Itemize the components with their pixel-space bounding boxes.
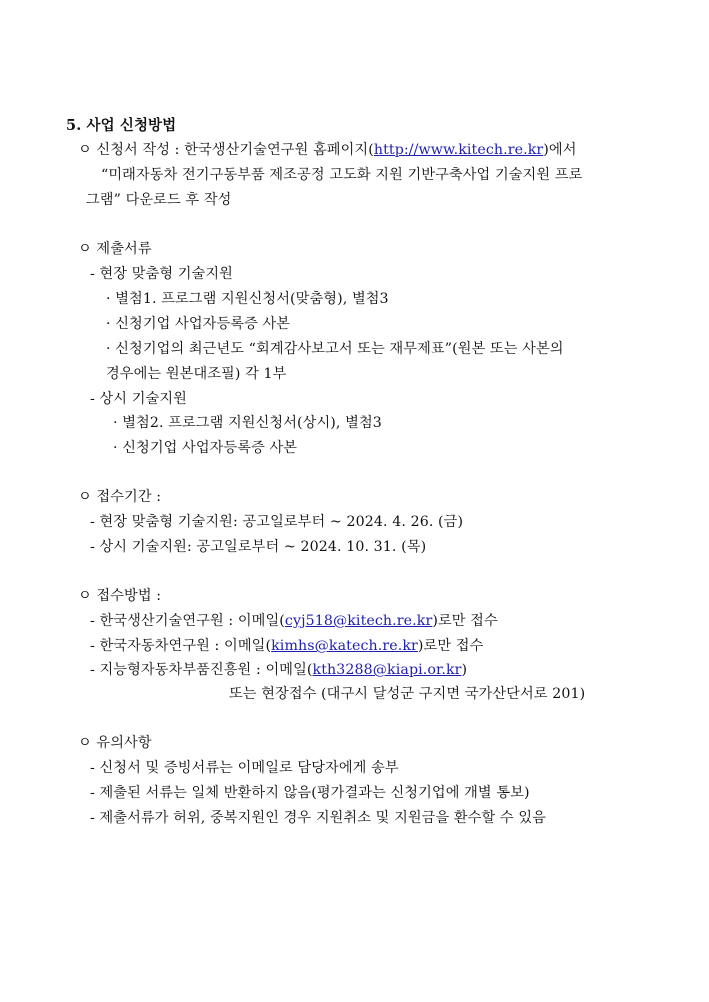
kitech-homepage-link[interactable]: http://www.kitech.re.kr <box>373 142 544 158</box>
documents-onsite-item: · 신청기업 사업자등록증 사본 <box>106 316 291 332</box>
period-onsite: - 현장 맞춤형 기술지원: 공고일로부터 ~ 2024. 4. 26. (금) <box>90 514 464 530</box>
notes-item: - 제출된 서류는 일체 반환하지 않음(평가결과는 신청기업에 개별 통보) <box>90 785 530 801</box>
application-form-suffix: )에서 <box>543 142 577 158</box>
section-title: 5. 사업 신청방법 <box>66 117 177 134</box>
kiapi-email-link[interactable]: kth3288@kiapi.or.kr <box>312 662 462 678</box>
notes-heading: ㅇ 유의사항 <box>78 735 152 751</box>
period-regular: - 상시 기술지원: 공고일로부터 ~ 2024. 10. 31. (목) <box>90 539 427 555</box>
period-heading: ㅇ 접수기간 : <box>78 489 162 505</box>
method-kitech-prefix: - 한국생산기술연구원 : 이메일( <box>90 613 285 629</box>
katech-email-link[interactable]: kimhs@katech.re.kr <box>271 638 418 654</box>
documents-regular-item: · 신청기업 사업자등록증 사본 <box>113 440 298 456</box>
method-katech <box>90 636 483 656</box>
documents-regular-item: · 별첨2. 프로그램 지원신청서(상시), 별첨3 <box>113 415 382 431</box>
application-form-line2: “미래자동차 전기구동부품 제조공정 고도화 지원 기반구축사업 기술지원 프로 <box>101 167 583 183</box>
notes-item: - 신청서 및 증빙서류는 이메일로 담당자에게 송부 <box>90 760 399 776</box>
method-heading: ㅇ 접수방법 : <box>78 588 162 604</box>
method-kiapi-onsite: 또는 현장접수 (대구시 달성군 구지면 국가산단서로 201) <box>229 686 586 702</box>
method-kitech-suffix: )로만 접수 <box>432 613 498 629</box>
documents-onsite-heading: - 현장 맞춤형 기술지원 <box>90 266 233 282</box>
method-kiapi <box>90 660 467 680</box>
method-kitech <box>90 611 498 631</box>
notes-item: - 제출서류가 허위, 중복지원인 경우 지원취소 및 지원금을 환수할 수 있음 <box>90 810 546 826</box>
documents-onsite-item: · 별첨1. 프로그램 지원신청서(맞춤형), 별첨3 <box>106 291 389 307</box>
documents-onsite-item-cont: 경우에는 원본대조필) 각 1부 <box>106 366 287 382</box>
kitech-email-link[interactable]: cyj518@kitech.re.kr <box>284 613 433 629</box>
documents-regular-heading: - 상시 기술지원 <box>90 391 187 407</box>
application-form-line1 <box>78 140 577 160</box>
method-kiapi-suffix: ) <box>461 662 468 678</box>
method-katech-prefix: - 한국자동차연구원 : 이메일( <box>90 638 272 654</box>
method-kiapi-prefix: - 지능형자동차부품진흥원 : 이메일( <box>90 662 313 678</box>
method-katech-suffix: )로만 접수 <box>417 638 484 654</box>
application-form-prefix: ㅇ 신청서 작성 : 한국생산기술연구원 홈페이지( <box>78 142 374 158</box>
application-form-line3: 그램” 다운로드 후 작성 <box>86 192 232 208</box>
documents-onsite-item: · 신청기업의 최근년도 “회계감사보고서 또는 재무제표”(원본 또는 사본의 <box>106 341 564 357</box>
documents-heading: ㅇ 제출서류 <box>78 241 152 257</box>
